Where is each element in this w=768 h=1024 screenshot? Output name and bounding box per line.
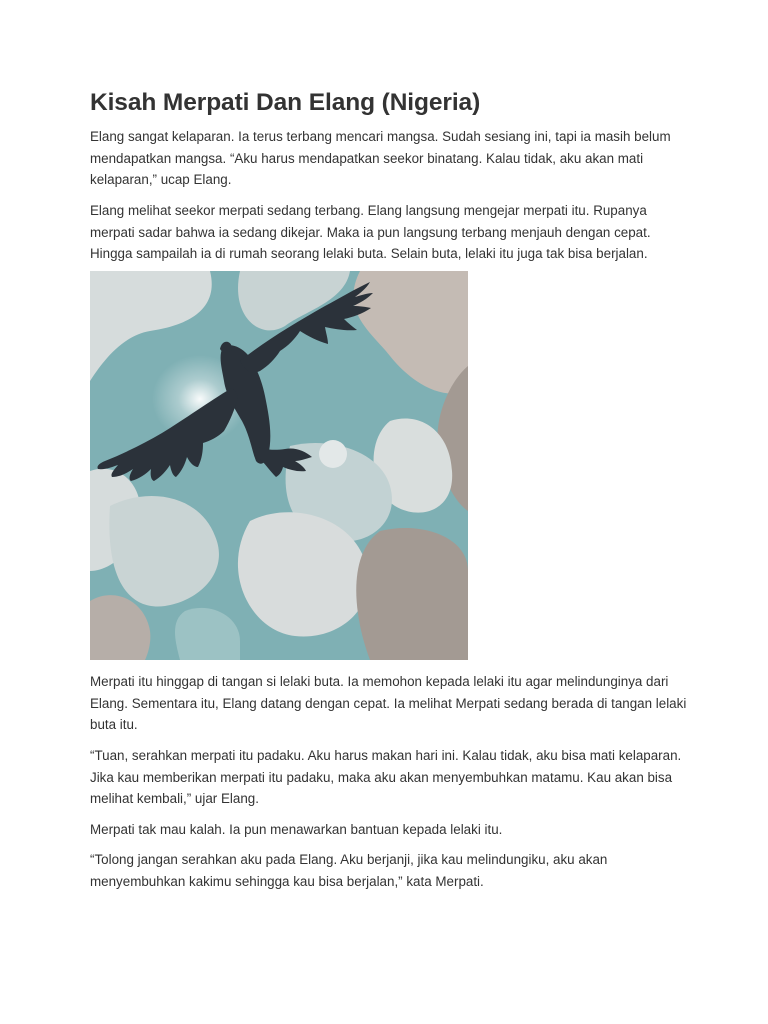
eagle-illustration (90, 271, 468, 660)
paragraph-line: mendapatkan mangsa. “Aku harus mendapatkan seekor binatang. Kalau tidak, aku akan mati (90, 150, 644, 166)
paragraph (90, 200, 688, 265)
paragraph-line: menyembuhkan kakimu sehingga kau bisa berjalan,” kata Merpati. (90, 873, 484, 889)
paragraph-line: Merpati tak mau kalah. Ia pun menawarkan bantuan kepada lelaki itu. (90, 822, 503, 837)
paragraph-line: kelaparan,” ucap Elang. (90, 172, 232, 187)
paragraph-line: Jika kau memberikan merpati itu padaku, maka aku akan menyembuhkan matamu. Kau akan bisa (90, 769, 673, 785)
paragraph-line: Elang sangat kelaparan. Ia terus terbang mencari mangsa. Sudah sesiang ini, tapi ia masih belum (90, 129, 671, 144)
paragraph-line: “Tuan, serahkan merpati itu padaku. Aku harus makan hari ini. Kalau tidak, aku bisa mati kelaparan. (90, 748, 682, 763)
paragraph-line: “Tolong jangan serahkan aku pada Elang. Aku berjanji, jika kau melindungiku, aku akan (90, 852, 608, 867)
paragraph (90, 849, 688, 892)
paragraph-line: merpati sadar bahwa ia sedang dikejar. Maka ia pun langsung terbang menjauh dengan cepat. (90, 224, 651, 240)
paragraph (90, 126, 688, 191)
paragraph-line: melihat kembali,” ujar Elang. (90, 791, 259, 806)
paragraph (90, 819, 688, 841)
paragraph (90, 671, 688, 736)
paragraph (90, 745, 688, 810)
cloud-shape (356, 528, 468, 660)
paragraph-line: Elang melihat seekor merpati sedang terbang. Elang langsung mengejar merpati itu. Rupanya (90, 203, 647, 218)
paragraph-line: Merpati itu hinggap di tangan si lelaki buta. Ia memohon kepada lelaki itu agar melindunginya dari (90, 674, 669, 689)
paragraph-line: Hingga sampailah ia di rumah seorang lelaki buta. Selain buta, lelaki itu juga tak bisa berjalan. (90, 246, 648, 261)
eagle-silhouette-image (90, 271, 468, 660)
cloud-shape (319, 440, 347, 468)
paragraph-line: buta itu. (90, 717, 138, 732)
article-title: Kisah Merpati Dan Elang (Nigeria) (90, 89, 481, 116)
paragraph-line: Elang. Sementara itu, Elang datang dengan cepat. Ia melihat Merpati sedang berada di tangan lelaki (90, 695, 687, 711)
